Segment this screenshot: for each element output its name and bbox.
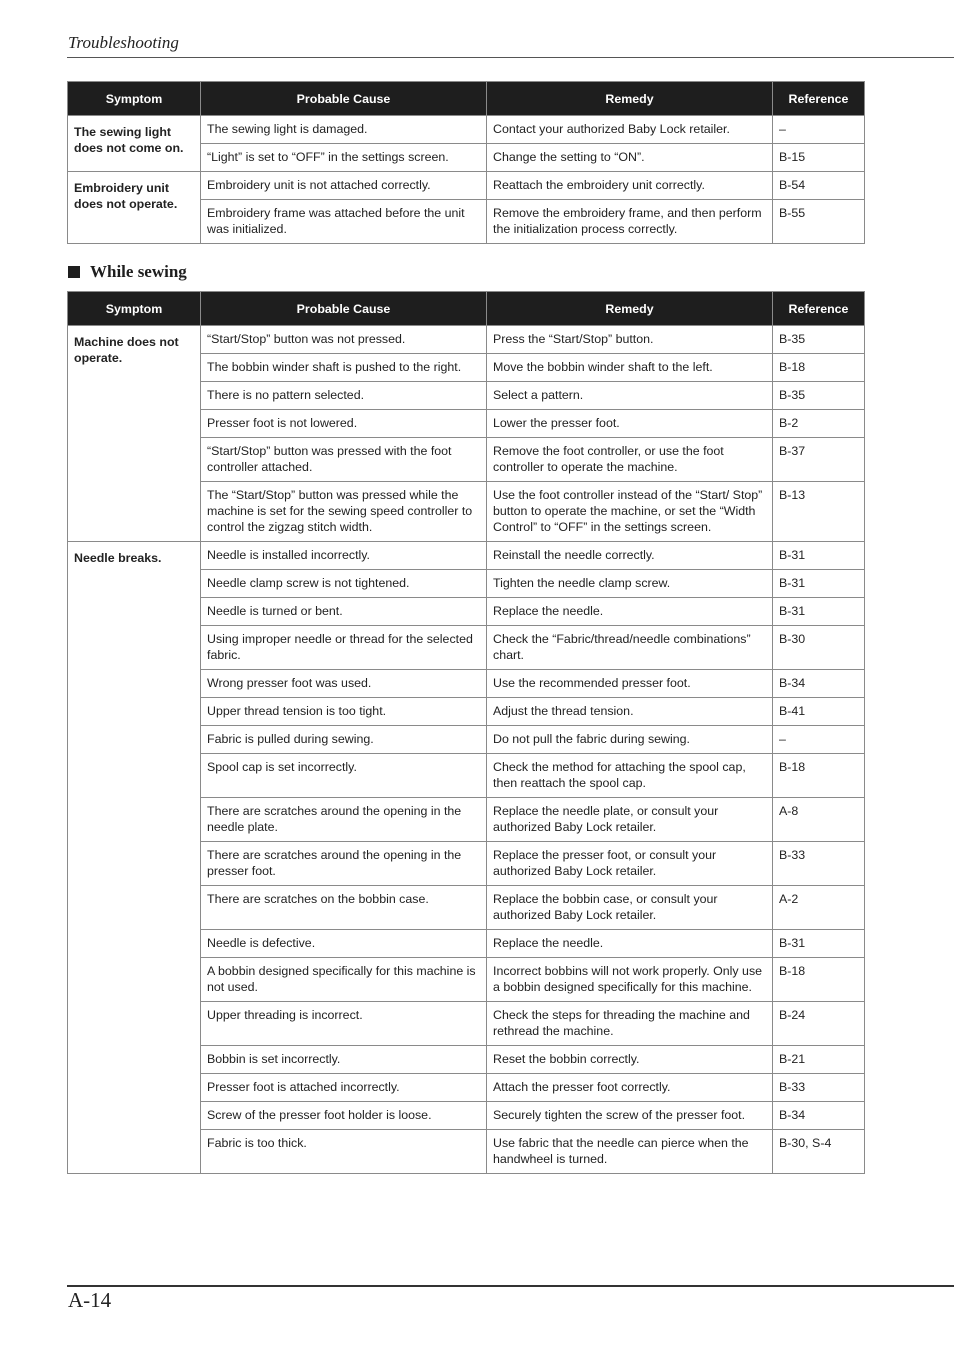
probable-cause-cell: There are scratches on the bobbin case. [201,886,487,930]
remedy-cell: Adjust the thread tension. [487,698,773,726]
reference-cell: B-37 [773,438,865,482]
probable-cause-cell: The sewing light is damaged. [201,116,487,144]
remedy-cell: Change the setting to “ON”. [487,144,773,172]
table-header-row [68,82,865,116]
remedy-cell: Do not pull the fabric during sewing. [487,726,773,754]
page-number: A-14 [68,1288,112,1312]
table-body [68,326,865,1174]
remedy-cell: Select a pattern. [487,382,773,410]
reference-cell: B-31 [773,598,865,626]
reference-cell: B-2 [773,410,865,438]
remedy-cell: Use the foot controller instead of the “Start/ Stop” button to operate the machine, or set the “Width Control” to “OFF” in the settings screen. [487,482,773,542]
reference-cell: B-54 [773,172,865,200]
running-title: Troubleshooting [68,33,179,52]
remedy-cell: Replace the needle. [487,598,773,626]
symptom-cell: Needle breaks. [68,542,201,1174]
troubleshooting-table-while-sewing [67,291,865,1174]
remedy-cell: Reattach the embroidery unit correctly. [487,172,773,200]
column-header-remedy: Remedy [487,82,773,116]
probable-cause-cell: The “Start/Stop” button was pressed while the machine is set for the sewing speed controller to control the zigzag stitch width. [201,482,487,542]
remedy-cell: Remove the foot controller, or use the foot controller to operate the machine. [487,438,773,482]
remedy-cell: Move the bobbin winder shaft to the left. [487,354,773,382]
header-rule [67,57,954,58]
probable-cause-cell: Wrong presser foot was used. [201,670,487,698]
reference-cell: – [773,116,865,144]
probable-cause-cell: Upper threading is incorrect. [201,1002,487,1046]
probable-cause-cell: Presser foot is attached incorrectly. [201,1074,487,1102]
probable-cause-cell: Spool cap is set incorrectly. [201,754,487,798]
reference-cell: A-8 [773,798,865,842]
reference-cell: B-41 [773,698,865,726]
remedy-cell: Use fabric that the needle can pierce when the handwheel is turned. [487,1130,773,1174]
column-header-probable-cause: Probable Cause [201,82,487,116]
table-header-row [68,292,865,326]
symptom-cell: The sewing light does not come on. [68,116,201,172]
remedy-cell: Securely tighten the screw of the presser foot. [487,1102,773,1130]
probable-cause-cell: There are scratches around the opening in the presser foot. [201,842,487,886]
reference-cell: A-2 [773,886,865,930]
column-header-reference: Reference [773,82,865,116]
section-title: While sewing [90,262,187,281]
remedy-cell: Use the recommended presser foot. [487,670,773,698]
column-header-reference: Reference [773,292,865,326]
reference-cell: B-30, S-4 [773,1130,865,1174]
reference-cell: B-30 [773,626,865,670]
probable-cause-cell: Needle is defective. [201,930,487,958]
reference-cell: B-55 [773,200,865,244]
remedy-cell: Attach the presser foot correctly. [487,1074,773,1102]
footer-rule [67,1285,954,1287]
probable-cause-cell: Presser foot is not lowered. [201,410,487,438]
reference-cell: B-24 [773,1002,865,1046]
column-header-symptom: Symptom [68,292,201,326]
table-row [68,172,865,200]
symptom-cell: Embroidery unit does not operate. [68,172,201,244]
column-header-remedy: Remedy [487,292,773,326]
probable-cause-cell: “Start/Stop” button was not pressed. [201,326,487,354]
probable-cause-cell: Using improper needle or thread for the selected fabric. [201,626,487,670]
remedy-cell: Incorrect bobbins will not work properly. Only use a bobbin designed specifically for this machine. [487,958,773,1002]
probable-cause-cell: Fabric is too thick. [201,1130,487,1174]
symptom-cell: Machine does not operate. [68,326,201,542]
reference-cell: B-34 [773,1102,865,1130]
troubleshooting-table-general [67,81,865,244]
remedy-cell: Replace the needle plate, or consult your authorized Baby Lock retailer. [487,798,773,842]
remedy-cell: Press the “Start/Stop” button. [487,326,773,354]
remedy-cell: Tighten the needle clamp screw. [487,570,773,598]
probable-cause-cell: Needle is turned or bent. [201,598,487,626]
reference-cell: B-35 [773,382,865,410]
table-row [68,116,865,144]
probable-cause-cell: Upper thread tension is too tight. [201,698,487,726]
section-heading [68,262,187,282]
reference-cell: B-31 [773,542,865,570]
probable-cause-cell: A bobbin designed specifically for this machine is not used. [201,958,487,1002]
reference-cell: B-21 [773,1046,865,1074]
remedy-cell: Reinstall the needle correctly. [487,542,773,570]
remedy-cell: Lower the presser foot. [487,410,773,438]
probable-cause-cell: Embroidery unit is not attached correctly. [201,172,487,200]
probable-cause-cell: Needle is installed incorrectly. [201,542,487,570]
remedy-cell: Reset the bobbin correctly. [487,1046,773,1074]
reference-cell: B-33 [773,842,865,886]
reference-cell: B-18 [773,754,865,798]
reference-cell: B-35 [773,326,865,354]
column-header-probable-cause: Probable Cause [201,292,487,326]
reference-cell: B-15 [773,144,865,172]
remedy-cell: Replace the needle. [487,930,773,958]
probable-cause-cell: Bobbin is set incorrectly. [201,1046,487,1074]
table-row [68,542,865,570]
probable-cause-cell: Needle clamp screw is not tightened. [201,570,487,598]
reference-cell: B-31 [773,570,865,598]
reference-cell: B-34 [773,670,865,698]
remedy-cell: Check the “Fabric/thread/needle combinations” chart. [487,626,773,670]
bullet-square-icon [68,266,80,278]
probable-cause-cell: There is no pattern selected. [201,382,487,410]
remedy-cell: Remove the embroidery frame, and then perform the initialization process correctly. [487,200,773,244]
remedy-cell: Contact your authorized Baby Lock retailer. [487,116,773,144]
reference-cell: B-33 [773,1074,865,1102]
reference-cell: B-18 [773,958,865,1002]
remedy-cell: Replace the presser foot, or consult your authorized Baby Lock retailer. [487,842,773,886]
remedy-cell: Check the steps for threading the machine and rethread the machine. [487,1002,773,1046]
probable-cause-cell: “Light” is set to “OFF” in the settings screen. [201,144,487,172]
probable-cause-cell: The bobbin winder shaft is pushed to the right. [201,354,487,382]
remedy-cell: Replace the bobbin case, or consult your authorized Baby Lock retailer. [487,886,773,930]
table-body [68,116,865,244]
reference-cell: B-13 [773,482,865,542]
probable-cause-cell: Embroidery frame was attached before the unit was initialized. [201,200,487,244]
reference-cell: B-31 [773,930,865,958]
reference-cell: B-18 [773,354,865,382]
probable-cause-cell: Fabric is pulled during sewing. [201,726,487,754]
remedy-cell: Check the method for attaching the spool cap, then reattach the spool cap. [487,754,773,798]
probable-cause-cell: Screw of the presser foot holder is loose. [201,1102,487,1130]
probable-cause-cell: There are scratches around the opening in the needle plate. [201,798,487,842]
column-header-symptom: Symptom [68,82,201,116]
probable-cause-cell: “Start/Stop” button was pressed with the foot controller attached. [201,438,487,482]
table-row [68,326,865,354]
reference-cell: – [773,726,865,754]
